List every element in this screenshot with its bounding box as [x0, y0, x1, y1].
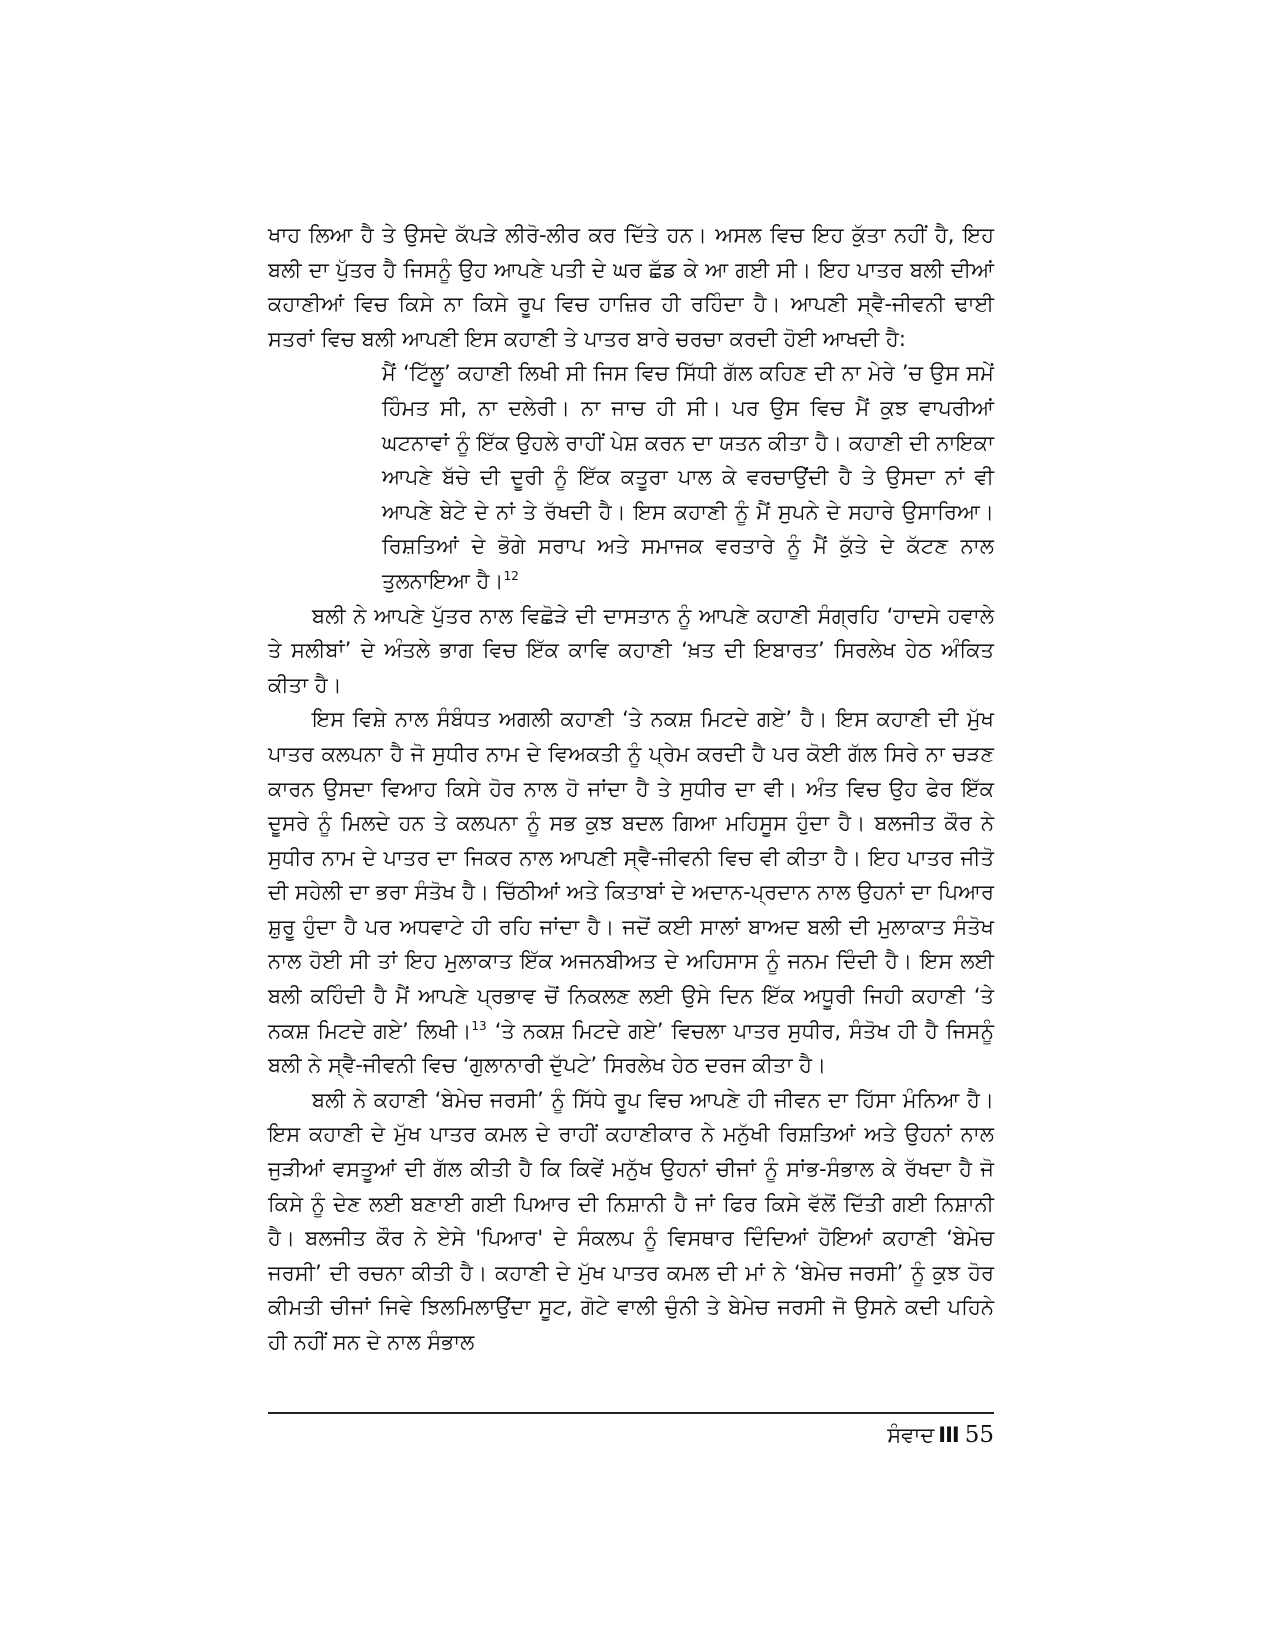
- block-quote: [382, 356, 994, 598]
- paragraph-2: ਬਲੀ ਨੇ ਆਪਣੇ ਪੁੱਤਰ ਨਾਲ ਵਿਛੋੜੇ ਦੀ ਦਾਸਤਾਨ ਨੂੰ ਆਪਣੇ ਕਹਾਣੀ ਸੰਗ੍ਰਹਿ ‘ਹਾਦਸੇ ਹਵਾਲੇ ਤੇ ਸਲੀਬਾਂ’ ਦੇ ਅੰਤਲੇ ਭਾਗ ਵਿਚ ਇੱਕ ਕਾਵਿ ਕਹਾਣੀ ‘ਖ਼ਤ ਦੀ ਇਬਾਰਤ’ ਸਿਰਲੇਖ ਹੇਠ ਅੰਕਿਤ ਕੀਤਾ ਹੈ।: [268, 603, 994, 697]
- footnote-ref-13: 13: [471, 1018, 487, 1033]
- quote-text: ਮੈਂ ‘ਟਿੱਲੂ’ ਕਹਾਣੀ ਲਿਖੀ ਸੀ ਜਿਸ ਵਿਚ ਸਿੱਧੀ ਗੱਲ ਕਹਿਣ ਦੀ ਨਾ ਮੇਰੇ ’ਚ ਉਸ ਸਮੇਂ ਹਿੰਮਤ ਸੀ, ਨਾ ਦਲੇਰੀ। ਨਾ ਜਾਚ ਹੀ ਸੀ। ਪਰ ਉਸ ਵਿਚ ਮੈਂ ਕੁਝ ਵਾਪਰੀਆਂ ਘਟਨਾਵਾਂ ਨੂੰ ਇੱਕ ਉਹਲੇ ਰਾਹੀਂ ਪੇਸ਼ ਕਰਨ ਦਾ ਯਤਨ ਕੀਤਾ ਹੈ। ਕਹਾਣੀ ਦੀ ਨਾਇਕਾ ਆਪਣੇ ਬੱਚੇ ਦੀ ਦੂਰੀ ਨੂੰ ਇੱਕ ਕਤੂਰਾ ਪਾਲ ਕੇ ਵਰਚਾਉਂਦੀ ਹੈ ਤੇ ਉਸਦਾ ਨਾਂ ਵੀ ਆਪਣੇ ਬੇਟੇ ਦੇ ਨਾਂ ਤੇ ਰੱਖਦੀ ਹੈ। ਇਸ ਕਹਾਣੀ ਨੂੰ ਮੈਂ ਸੁਪਨੇ ਦੇ ਸਹਾਰੇ ਉਸਾਰਿਆ। ਰਿਸ਼ਤਿਆਂ ਦੇ ਭੋਗੇ ਸਰਾਪ ਅਤੇ ਸਮਾਜਕ ਵਰਤਾਰੇ ਨੂੰ ਮੈਂ ਕੁੱਤੇ ਦੇ ਕੱਟਣ ਨਾਲ ਤੁਲਨਾਇਆ ਹੈ।: [382, 361, 994, 593]
- footer-separator: III: [938, 1423, 959, 1447]
- paragraph-3-part-b: ‘ਤੇ ਨਕਸ਼ ਮਿਟਦੇ ਗਏ’ ਵਿਚਲਾ ਪਾਤਰ ਸੁਧੀਰ, ਸੰਤੋਖ ਹੀ ਹੈ ਜਿਸਨੂੰ ਬਲੀ ਨੇ ਸ੍ਵੈ-ਜੀਵਨੀ ਵਿਚ ‘ਗੁਲਾਨਾਰੀ ਦੁੱਪਟੇ’ ਸਿਰਲੇਖ ਹੇਠ ਦਰਜ ਕੀਤਾ ਹੈ।: [268, 1018, 994, 1078]
- paragraph-3-part-a: ਇਸ ਵਿਸ਼ੇ ਨਾਲ ਸੰਬੰਧਤ ਅਗਲੀ ਕਹਾਣੀ ‘ਤੇ ਨਕਸ਼ ਮਿਟਦੇ ਗਏ’ ਹੈ। ਇਸ ਕਹਾਣੀ ਦੀ ਮੁੱਖ ਪਾਤਰ ਕਲਪਨਾ ਹੈ ਜੋ ਸੁਧੀਰ ਨਾਮ ਦੇ ਵਿਅਕਤੀ ਨੂੰ ਪ੍ਰੇਮ ਕਰਦੀ ਹੈ ਪਰ ਕੋਈ ਗੱਲ ਸਿਰੇ ਨਾ ਚੜਣ ਕਾਰਨ ਉਸਦਾ ਵਿਆਹ ਕਿਸੇ ਹੋਰ ਨਾਲ ਹੋ ਜਾਂਦਾ ਹੈ ਤੇ ਸੁਧੀਰ ਦਾ ਵੀ। ਅੰਤ ਵਿਚ ਉਹ ਫੇਰ ਇੱਕ ਦੂਸਰੇ ਨੂੰ ਮਿਲਦੇ ਹਨ ਤੇ ਕਲਪਨਾ ਨੂੰ ਸਭ ਕੁਝ ਬਦਲ ਗਿਆ ਮਹਿਸੂਸ ਹੁੰਦਾ ਹੈ। ਬਲਜੀਤ ਕੌਰ ਨੇ ਸੁਧੀਰ ਨਾਮ ਦੇ ਪਾਤਰ ਦਾ ਜਿਕਰ ਨਾਲ ਆਪਣੀ ਸ੍ਵੈ-ਜੀਵਨੀ ਵਿਚ ਵੀ ਕੀਤਾ ਹੈ। ਇਹ ਪਾਤਰ ਜੀਤੋ ਦੀ ਸਹੇਲੀ ਦਾ ਭਰਾ ਸੰਤੋਖ ਹੈ। ਚਿੱਠੀਆਂ ਅਤੇ ਕਿਤਾਬਾਂ ਦੇ ਅਦਾਨ-ਪ੍ਰਦਾਨ ਨਾਲ ਉਹਨਾਂ ਦਾ ਪਿਆਰ ਸ਼ੁਰੂ ਹੁੰਦਾ ਹੈ ਪਰ ਅਧਵਾਟੇ ਹੀ ਰਹਿ ਜਾਂਦਾ ਹੈ। ਜਦੋਂ ਕਈ ਸਾਲਾਂ ਬਾਅਦ ਬਲੀ ਦੀ ਮੁਲਾਕਾਤ ਸੰਤੋਖ ਨਾਲ ਹੋਈ ਸੀ ਤਾਂ ਇਹ ਮੁਲਾਕਾਤ ਇੱਕ ਅਜਨਬੀਅਤ ਦੇ ਅਹਿਸਾਸ ਨੂੰ ਜਨਮ ਦਿੰਦੀ ਹੈ। ਇਸ ਲਈ ਬਲੀ ਕਹਿੰਦੀ ਹੈ ਮੈਂ ਆਪਣੇ ਪ੍ਰਭਾਵ ਚੋਂ ਨਿਕਲਣ ਲਈ ਉਸੇ ਦਿਨ ਇੱਕ ਅਧੂਰੀ ਜਿਹੀ ਕਹਾਣੀ ‘ਤੇ ਨਕਸ਼ ਮਿਟਦੇ ਗਏ’ ਲਿਖੀ।: [268, 707, 994, 1043]
- footer-divider: [268, 1412, 994, 1414]
- paragraph-3: [268, 702, 994, 1083]
- footnote-ref-12: 12: [503, 568, 519, 583]
- page-number: 55: [964, 1422, 994, 1448]
- journal-name: ਸੰਵਾਦ: [887, 1423, 935, 1447]
- paragraph-4: ਬਲੀ ਨੇ ਕਹਾਣੀ ‘ਬੇਮੇਚ ਜਰਸੀ’ ਨੂੰ ਸਿੱਧੇ ਰੂਪ ਵਿਚ ਆਪਣੇ ਹੀ ਜੀਵਨ ਦਾ ਹਿੱਸਾ ਮੰਨਿਆ ਹੈ। ਇਸ ਕਹਾਣੀ ਦੇ ਮੁੱਖ ਪਾਤਰ ਕਮਲ ਦੇ ਰਾਹੀਂ ਕਹਾਣੀਕਾਰ ਨੇ ਮਨੁੱਖੀ ਰਿਸ਼ਤਿਆਂ ਅਤੇ ਉਹਨਾਂ ਨਾਲ ਜੁੜੀਆਂ ਵਸਤੂਆਂ ਦੀ ਗੱਲ ਕੀਤੀ ਹੈ ਕਿ ਕਿਵੇਂ ਮਨੁੱਖ ਉਹਨਾਂ ਚੀਜਾਂ ਨੂੰ ਸਾਂਭ-ਸੰਭਾਲ ਕੇ ਰੱਖਦਾ ਹੈ ਜੋ ਕਿਸੇ ਨੂੰ ਦੇਣ ਲਈ ਬਣਾਈ ਗਈ ਪਿਆਰ ਦੀ ਨਿਸ਼ਾਨੀ ਹੈ ਜਾਂ ਫਿਰ ਕਿਸੇ ਵੱਲੋਂ ਦਿੱਤੀ ਗਈ ਨਿਸ਼ਾਨੀ ਹੈ। ਬਲਜੀਤ ਕੌਰ ਨੇ ਏਸੇ 'ਪਿਆਰ' ਦੇ ਸੰਕਲਪ ਨੂੰ ਵਿਸਥਾਰ ਦਿੰਦਿਆਂ ਹੋਇਆਂ ਕਹਾਣੀ ‘ਬੇਮੇਚ ਜਰਸੀ’ ਦੀ ਰਚਨਾ ਕੀਤੀ ਹੈ। ਕਹਾਣੀ ਦੇ ਮੁੱਖ ਪਾਤਰ ਕਮਲ ਦੀ ਮਾਂ ਨੇ ‘ਬੇਮੇਚ ਜਰਸੀ’ ਨੂੰ ਕੁਝ ਹੋਰ ਕੀਮਤੀ ਚੀਜਾਂ ਜਿਵੇ ਝਿਲਮਿਲਾਉਂਦਾ ਸੂਟ, ਗੋਟੇ ਵਾਲੀ ਚੁੰਨੀ ਤੇ ਬੇਮੇਚ ਜਰਸੀ ਜੋ ਉਸਨੇ ਕਦੀ ਪਹਿਨੇ ਹੀ ਨਹੀਂ ਸਨ ਦੇ ਨਾਲ ਸੰਭਾਲ: [268, 1087, 994, 1354]
- body-text: [268, 218, 994, 1360]
- page-footer: [887, 1422, 994, 1448]
- paragraph-1: ਖਾਹ ਲਿਆ ਹੈ ਤੇ ਉਸਦੇ ਕੱਪੜੇ ਲੀਰੋ-ਲੀਰ ਕਰ ਦਿੱਤੇ ਹਨ। ਅਸਲ ਵਿਚ ਇਹ ਕੁੱਤਾ ਨਹੀਂ ਹੈ, ਇਹ ਬਲੀ ਦਾ ਪੁੱਤਰ ਹੈ ਜਿਸਨੂੰ ਉਹ ਆਪਣੇ ਪਤੀ ਦੇ ਘਰ ਛੱਡ ਕੇ ਆ ਗਈ ਸੀ। ਇਹ ਪਾਤਰ ਬਲੀ ਦੀਆਂ ਕਹਾਣੀਆਂ ਵਿਚ ਕਿਸੇ ਨਾ ਕਿਸੇ ਰੂਪ ਵਿਚ ਹਾਜ਼ਿਰ ਹੀ ਰਹਿੰਦਾ ਹੈ। ਆਪਣੀ ਸ੍ਵੈ-ਜੀਵਨੀ ਢਾਈ ਸਤਰਾਂ ਵਿਚ ਬਲੀ ਆਪਣੀ ਇਸ ਕਹਾਣੀ ਤੇ ਪਾਤਰ ਬਾਰੇ ਚਰਚਾ ਕਰਦੀ ਹੋਈ ਆਖਦੀ ਹੈ:: [268, 223, 994, 351]
